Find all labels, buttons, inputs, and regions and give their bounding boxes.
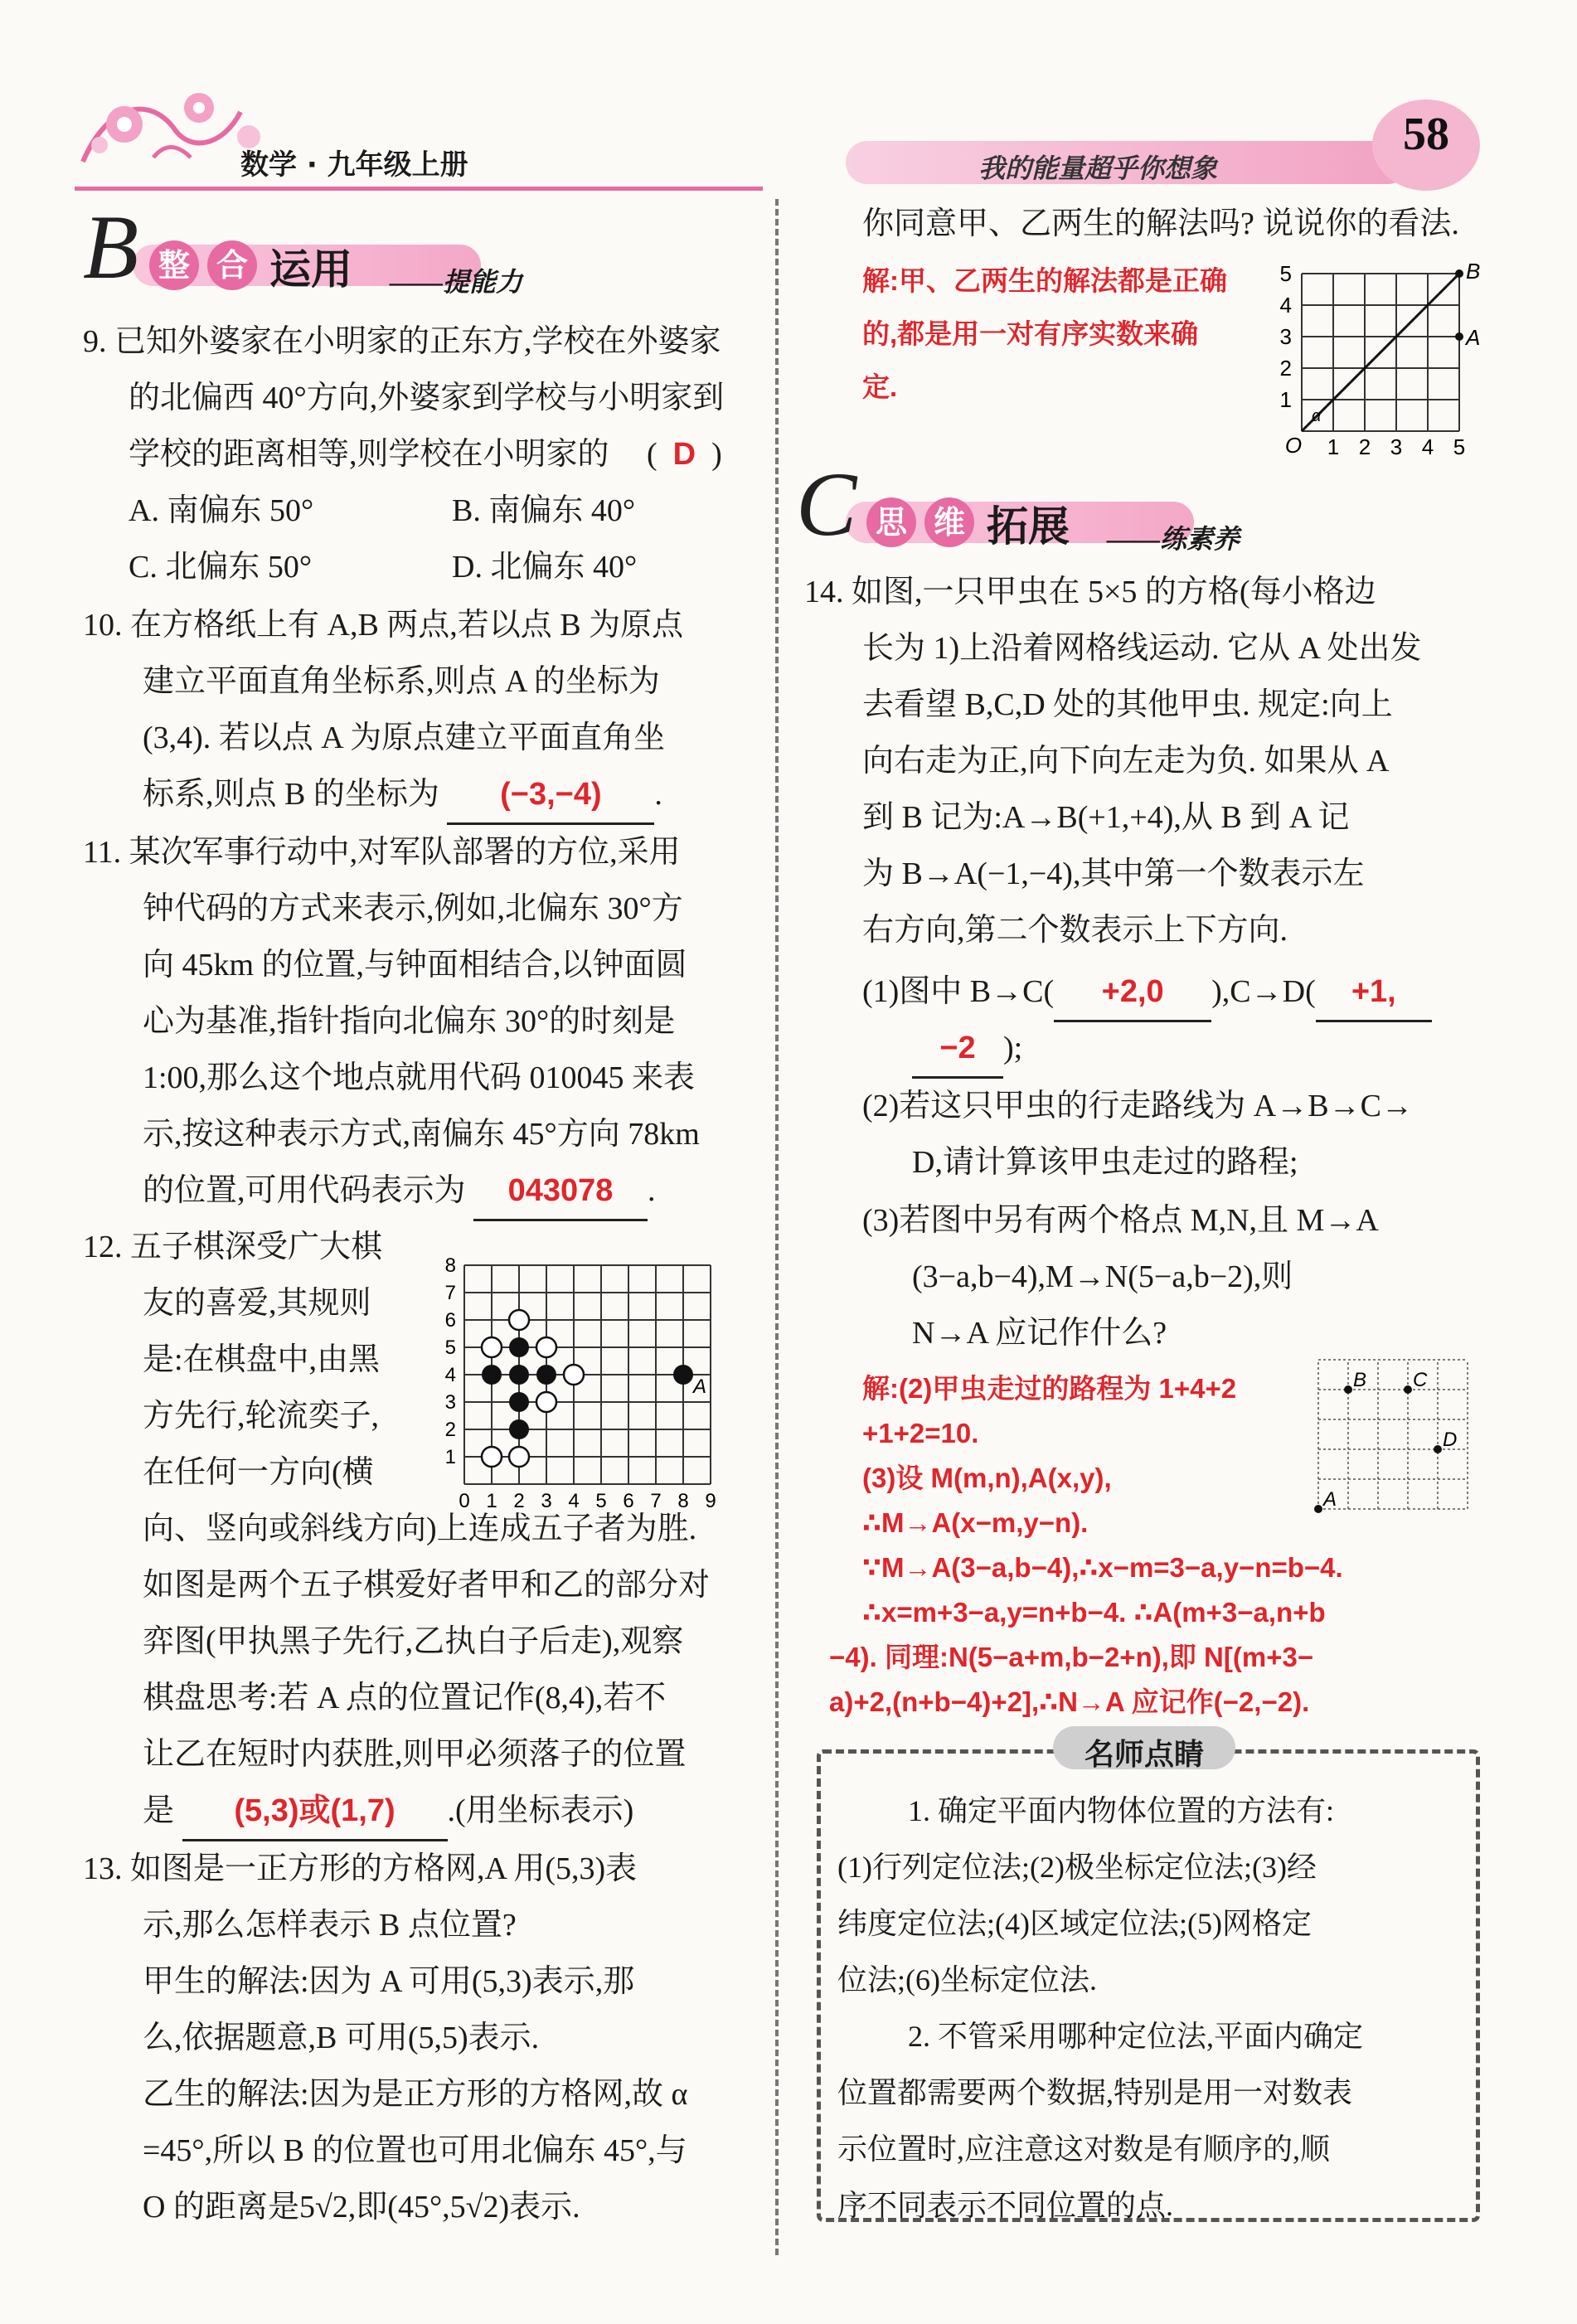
q11-line-2: 钟代码的方式来表示,例如,北偏东 30°方	[143, 891, 683, 926]
board-y-tick: 7	[444, 1282, 456, 1304]
q12-line-3: 是:在棋盘中,由黑	[143, 1342, 381, 1377]
q12-line-1: 12. 五子棋深受广大棋	[83, 1230, 383, 1264]
board-y-tick: 6	[444, 1309, 456, 1332]
grid13-y-tick: 1	[1279, 387, 1292, 412]
gomoku-board	[439, 1227, 755, 1509]
grid13-x-tick: 4	[1421, 434, 1434, 459]
q9-option-b: B. 南偏东 40°	[452, 493, 636, 528]
tip-line-2: (1)行列定位法;(2)极坐标定位法;(3)经	[837, 1851, 1317, 1884]
grid14-label-b: B	[1353, 1369, 1367, 1391]
board-y-tick: 5	[444, 1337, 456, 1359]
q12-line-9: 棋盘思考:若 A 点的位置记作(8,4),若不	[143, 1681, 667, 1715]
grid13-label-a: A	[1466, 325, 1481, 350]
section-c-letter: C	[796, 454, 857, 555]
q13-line-7: O 的距离是5√2,即(45°,5√2)表示.	[143, 2190, 580, 2225]
grid13-origin: O	[1284, 433, 1303, 458]
q13-grid	[1260, 253, 1484, 460]
q14-part2-line-2: D,请计算该甲虫走过的路程;	[912, 1145, 1298, 1180]
board-y-tick: 4	[444, 1364, 456, 1386]
q14-solution-4: ∴M→A(x−m,y−n).	[862, 1507, 1089, 1538]
q12-line-5: 在任何一方向(横	[143, 1455, 374, 1490]
point-a-label: A	[693, 1375, 707, 1398]
tip-line-6: 位置都需要两个数据,特别是用一对数表	[837, 2076, 1353, 2109]
q13-line-2: 示,那么怎样表示 B 点位置?	[143, 1908, 517, 1943]
page-number: 58	[1403, 109, 1449, 160]
q14-line-1: 14. 如图,一只甲虫在 5×5 的方格(每小格边	[804, 575, 1376, 609]
q13-solution-1: 解:甲、乙两生的解法都是正确	[862, 265, 1227, 296]
white-stone	[536, 1392, 556, 1412]
white-stone	[536, 1337, 556, 1357]
board-y-tick: 8	[444, 1254, 456, 1277]
point-a-stone	[673, 1365, 693, 1385]
board-x-tick: 7	[650, 1490, 662, 1509]
grid13-y-tick: 5	[1279, 261, 1292, 286]
board-y-tick: 2	[444, 1419, 456, 1441]
q14-part1-line-2	[912, 1020, 1022, 1079]
section-b-letter: B	[83, 196, 139, 298]
q14-part1-prefix: (1)图中 B→C(	[862, 974, 1055, 1009]
q9-line-2: 的北偏西 40°方向,外婆家到学校与小明家到	[129, 381, 725, 415]
q10-line-4-text: 标系,则点 B 的坐标为	[143, 777, 439, 812]
grid13-x-tick: 5	[1453, 434, 1466, 459]
q14-part3-line-3: N→A 应记作什么?	[912, 1316, 1167, 1351]
section-b-char-1: 整	[149, 240, 199, 290]
q12-tail: .(用坐标表示)	[447, 1793, 634, 1828]
q13-line-1: 13. 如图是一正方形的方格网,A 用(5,3)表	[83, 1851, 638, 1886]
q14-part1-line-1	[862, 963, 1432, 1022]
q14-line-3: 去看望 B,C,D 处的其他甲虫. 规定:向上	[862, 687, 1393, 722]
q11-line-5: 1:00,那么这个地点就用代码 010045 来表	[143, 1060, 696, 1095]
q10-line-3: (3,4). 若以点 A 为原点建立平面直角坐	[143, 720, 666, 755]
q11-line-6: 示,按这种表示方式,南偏东 45°方向 78km	[143, 1117, 700, 1152]
tip-line-4: 位法;(6)坐标定位法.	[837, 1963, 1097, 1997]
q14-solution-8: a)+2,(n+b−4)+2],∴N→A 应记作(−2,−2).	[829, 1686, 1310, 1717]
tip-line-8: 序不同表示不同位置的点.	[837, 2189, 1174, 2222]
q9-option-d: D. 北偏东 40°	[452, 550, 638, 585]
q14-answer-3: −2	[912, 1020, 1003, 1079]
q13-right-line: 你同意甲、乙两生的解法吗? 说说你的看法.	[862, 206, 1459, 241]
black-stone	[482, 1365, 502, 1385]
board-y-tick: 1	[444, 1446, 456, 1468]
white-stone	[509, 1447, 529, 1467]
grid13-y-tick: 3	[1279, 324, 1292, 349]
q14-solution-6: ∴x=m+3−a,y=n+b−4. ∴A(m+3−a,n+b	[862, 1597, 1326, 1628]
q14-line-2: 长为 1)上沿着网格线运动. 它从 A 处出发	[862, 631, 1422, 666]
q13-line-4: 么,依据题意,B 可用(5,5)表示.	[143, 2021, 540, 2055]
q11-line-4: 心为基准,指针指向北偏东 30°的时刻是	[143, 1004, 676, 1039]
section-c-heading	[796, 454, 1526, 568]
header	[0, 0, 1577, 199]
black-stone	[509, 1392, 529, 1412]
black-stone	[509, 1365, 529, 1385]
q14-part3-line-1: (3)若图中另有两个格点 M,N,且 M→A	[862, 1203, 1379, 1238]
q14-solution-3: (3)设 M(m,n),A(x,y),	[862, 1463, 1112, 1493]
grid13-point-a	[1455, 332, 1463, 341]
q11-line-7: 的位置,可用代码表示为 043078 .	[143, 1162, 656, 1221]
grid13-diagonal	[1302, 274, 1459, 431]
q14-solution-2: +1+2=10.	[862, 1418, 979, 1448]
board-x-tick: 6	[623, 1490, 634, 1509]
q11-line-1: 11. 某次军事行动中,对军队部署的方位,采用	[83, 835, 681, 870]
q13-line-6: =45°,所以 B 的位置也可用北偏东 45°,与	[143, 2133, 687, 2168]
section-c-char-1: 思	[866, 497, 916, 547]
grid14-label-c: C	[1413, 1369, 1428, 1391]
q14-answer-2: +1,	[1316, 963, 1432, 1022]
grid13-x-tick: 2	[1358, 434, 1371, 459]
q12-line-11	[143, 1783, 633, 1841]
q12-line-8: 弈图(甲执黑子先行,乙执白子后走),观察	[143, 1624, 684, 1659]
q10-answer: (−3,−4)	[447, 766, 654, 825]
q12-line-4: 方先行,轮流奕子,	[143, 1399, 380, 1434]
q14-grid	[1310, 1351, 1492, 1517]
tip-line-7: 示位置时,应注意这对数是有顺序的,顺	[837, 2132, 1331, 2166]
q14-part3-line-2: (3−a,b−4),M→N(5−a,b−2),则	[912, 1259, 1293, 1294]
white-stone	[509, 1310, 529, 1330]
q14-line-5: 到 B 记为:A→B(+1,+4),从 B 到 A 记	[862, 800, 1350, 835]
white-stone	[482, 1337, 502, 1357]
q11-answer: 043078	[473, 1162, 648, 1221]
white-stone	[482, 1447, 502, 1467]
tip-title: 名师点睛	[1084, 1738, 1204, 1772]
grid14-point-c	[1404, 1385, 1412, 1394]
tip-line-5: 2. 不管采用哪种定位法,平面内确定	[908, 2020, 1364, 2053]
section-c-title: 拓展	[987, 502, 1070, 551]
q9-answer: D	[672, 437, 696, 472]
board-x-tick: 4	[568, 1490, 580, 1509]
q14-part1-mid: ),C→D(	[1211, 974, 1316, 1009]
q12-line-10: 让乙在短时内获胜,则甲必须落子的位置	[143, 1737, 687, 1772]
q12-line-11-text: 是	[143, 1793, 175, 1828]
q14-solution-7: −4). 同理:N(5−a+m,b−2+n),即 N[(m+3−	[829, 1642, 1314, 1672]
grid14-point-a	[1314, 1505, 1322, 1513]
q12-answer: (5,3)或(1,7)	[182, 1783, 448, 1841]
column-divider	[775, 199, 779, 2255]
grid13-label-b: B	[1466, 259, 1481, 284]
board-x-tick: 8	[677, 1490, 689, 1509]
black-stone	[509, 1419, 529, 1439]
board-x-tick: 2	[513, 1490, 525, 1509]
grid13-alpha: α	[1312, 407, 1322, 425]
grid14-label-a: A	[1323, 1488, 1337, 1511]
q12-line-2: 友的喜爱,其规则	[143, 1286, 371, 1321]
q12-line-6: 向、竖向或斜线方向)上连成五子者为胜.	[143, 1511, 697, 1546]
grid13-point-b	[1455, 269, 1463, 278]
section-c-char-2: 维	[924, 497, 974, 547]
tip-line-3: 纬度定位法;(4)区域定位法;(5)网格定	[837, 1907, 1312, 1940]
q9-option-c: C. 北偏东 50°	[129, 550, 313, 585]
q11-line-3: 向 45km 的位置,与钟面相结合,以钟面圆	[143, 948, 687, 982]
q11-line-7-text: 的位置,可用代码表示为	[143, 1173, 466, 1208]
black-stone	[509, 1337, 529, 1357]
grid14-point-b	[1344, 1385, 1352, 1394]
section-b-subtitle: ——提能力	[390, 267, 523, 297]
tip-line-1: 1. 确定平面内物体位置的方法有:	[908, 1794, 1335, 1827]
q14-answer-1: +2,0	[1054, 963, 1211, 1022]
section-b-char-2: 合	[207, 240, 257, 290]
white-stone	[564, 1365, 584, 1385]
section-c-subtitle: ——练素养	[1107, 524, 1240, 554]
board-x-tick: 0	[459, 1490, 470, 1509]
board-x-tick: 5	[595, 1490, 607, 1509]
q10-line-1: 10. 在方格纸上有 A,B 两点,若以点 B 为原点	[83, 608, 684, 643]
q9-answer-paren: ( D )	[647, 437, 722, 472]
q10-line-4: 标系,则点 B 的坐标为 (−3,−4) .	[143, 766, 662, 825]
q10-line-2: 建立平面直角坐标系,则点 A 的坐标为	[143, 664, 660, 699]
q14-part1-end: );	[1003, 1031, 1023, 1065]
board-x-tick: 3	[541, 1490, 552, 1509]
black-stone	[536, 1365, 556, 1385]
q9-line-3: 学校的距离相等,则学校在小明家的	[129, 437, 609, 472]
q14-part2-line-1: (2)若这只甲虫的行走路线为 A→B→C→	[862, 1089, 1413, 1123]
grid13-x-tick: 3	[1390, 434, 1403, 459]
q13-line-3: 甲生的解法:因为 A 可用(5,3)表示,那	[143, 1964, 635, 1999]
slogan-text: 我的能量超乎你想象	[978, 153, 1218, 183]
q14-line-7: 右方向,第二个数表示上下方向.	[862, 913, 1288, 948]
grid13-y-tick: 4	[1279, 293, 1292, 318]
board-x-tick: 9	[705, 1490, 716, 1509]
q9-option-a: A. 南偏东 50°	[129, 493, 314, 528]
grid14-label-d: D	[1443, 1429, 1458, 1451]
q12-line-7: 如图是两个五子棋爱好者甲和乙的部分对	[143, 1568, 711, 1603]
q13-solution-2: 的,都是用一对有序实数来确	[862, 318, 1199, 349]
q14-line-4: 向右走为正,向下向左走为负. 如果从 A	[862, 744, 1390, 779]
book-title: 数学 · 九年级上册	[240, 148, 468, 182]
q13-line-5: 乙生的解法:因为是正方形的方格网,故 α	[143, 2077, 688, 2112]
grid13-x-tick: 1	[1327, 434, 1340, 459]
board-x-tick: 1	[486, 1490, 497, 1509]
grid13-y-tick: 2	[1279, 356, 1292, 381]
q14-solution-1: 解:(2)甲虫走过的路程为 1+4+2	[862, 1373, 1237, 1404]
section-b-title: 运用	[269, 245, 352, 294]
section-b-heading	[83, 196, 763, 319]
q13-solution-3: 定.	[862, 371, 898, 402]
board-y-tick: 3	[444, 1391, 456, 1414]
q14-solution-5: ∵M→A(3−a,b−4),∴x−m=3−a,y−n=b−4.	[862, 1552, 1343, 1583]
grid14-point-d	[1434, 1445, 1442, 1453]
q9-line-1: 9. 已知外婆家在小明家的正东方,学校在外婆家	[83, 324, 721, 359]
q14-line-6: 为 B→A(−1,−4),其中第一个数表示左	[862, 856, 1365, 891]
